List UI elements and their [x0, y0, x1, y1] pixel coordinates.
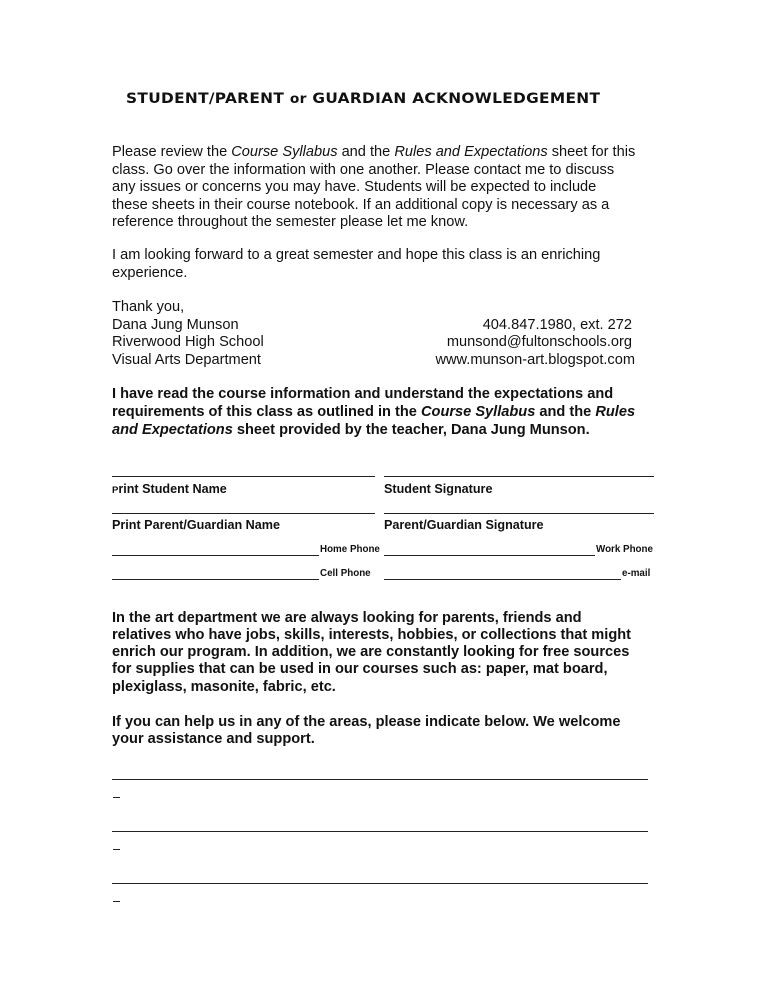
acknowledgement-line: [112, 404, 635, 422]
website-link[interactable]: www.munson-art.blogspot.com: [435, 352, 635, 368]
title-part: STUDENT/PARENT: [126, 91, 290, 107]
teacher-name: Dana Jung Munson: [112, 317, 239, 333]
text-italic: Rules: [595, 404, 636, 420]
text: Please review the: [112, 144, 232, 160]
text-italic: and Expectations: [112, 422, 233, 438]
help-line: plexiglass, masonite, fabric, etc.: [112, 679, 336, 695]
page-title: [126, 91, 600, 107]
response-line-1-continuation: [113, 797, 120, 798]
acknowledgement-line: I have read the course information and understand the expectations and: [112, 386, 614, 402]
email-field[interactable]: [384, 579, 621, 580]
text: sheet provided by the teacher, Dana Jung Munson.: [232, 422, 590, 438]
help-line: enrich our program. In addition, we are constantly looking for free sources: [112, 644, 630, 660]
closing-line: I am looking forward to a great semester and hope this class is an enriching: [112, 247, 601, 263]
print-parent-name-field[interactable]: [112, 513, 375, 514]
phone-number: 404.847.1980, ext. 272: [482, 317, 632, 333]
request-line: your assistance and support.: [112, 731, 315, 747]
text: and the: [535, 404, 596, 420]
parent-signature-field[interactable]: [384, 513, 654, 514]
text: sheet for this: [547, 144, 636, 160]
title-part: GUARDIAN ACKNOWLEDGEMENT: [306, 91, 601, 107]
closing-line: experience.: [112, 265, 188, 281]
print-parent-name-label: Print Parent/Guardian Name: [112, 518, 280, 532]
work-phone-field[interactable]: [384, 555, 595, 556]
request-line: If you can help us in any of the areas, please indicate below. We welcome: [112, 714, 621, 730]
intro-line: these sheets in their course notebook. If an additional copy is necessary as a: [112, 197, 610, 213]
intro-line: [112, 144, 635, 162]
response-line-3[interactable]: [112, 883, 648, 884]
response-line-2[interactable]: [112, 831, 648, 832]
school-name: Riverwood High School: [112, 334, 264, 350]
text: and the: [337, 144, 395, 160]
intro-line: any issues or concerns you may have. Students will be expected to include: [112, 179, 597, 195]
email-address[interactable]: munsond@fultonschools.org: [446, 334, 632, 350]
text: P: [112, 485, 119, 496]
parent-signature-label: Parent/Guardian Signature: [384, 518, 544, 532]
help-line: for supplies that can be used in our courses such as: paper, mat board,: [112, 661, 608, 677]
cell-phone-label: Cell Phone: [320, 568, 371, 579]
text: rint Student Name: [118, 482, 227, 496]
text-italic: Rules and Expectations: [394, 144, 548, 160]
cell-phone-field[interactable]: [112, 579, 319, 580]
intro-line: class. Go over the information with one another. Please contact me to discuss: [112, 162, 615, 178]
response-line-3-continuation: [113, 901, 120, 902]
text: requirements of this class as outlined in the: [112, 404, 421, 420]
help-line: relatives who have jobs, skills, interests, hobbies, or collections that might: [112, 627, 632, 643]
text-italic: Course Syllabus: [420, 404, 536, 420]
text-italic: Course Syllabus: [231, 144, 338, 160]
email-label: e-mail: [622, 568, 651, 579]
student-signature-field[interactable]: [384, 476, 654, 477]
student-signature-label: Student Signature: [384, 482, 493, 496]
intro-line: reference throughout the semester please let me know.: [112, 214, 469, 230]
thanks-text: Thank you,: [112, 299, 185, 315]
home-phone-field[interactable]: [112, 555, 319, 556]
department-name: Visual Arts Department: [112, 352, 261, 368]
home-phone-label: Home Phone: [320, 544, 380, 555]
help-line: In the art department we are always looking for parents, friends and: [112, 610, 582, 626]
print-student-name-field[interactable]: [112, 476, 375, 477]
response-line-2-continuation: [113, 849, 120, 850]
print-student-name-label: [112, 482, 227, 496]
acknowledgement-line: [112, 422, 590, 440]
response-line-1[interactable]: [112, 779, 648, 780]
work-phone-label: Work Phone: [596, 544, 653, 555]
title-part: or: [289, 92, 307, 107]
